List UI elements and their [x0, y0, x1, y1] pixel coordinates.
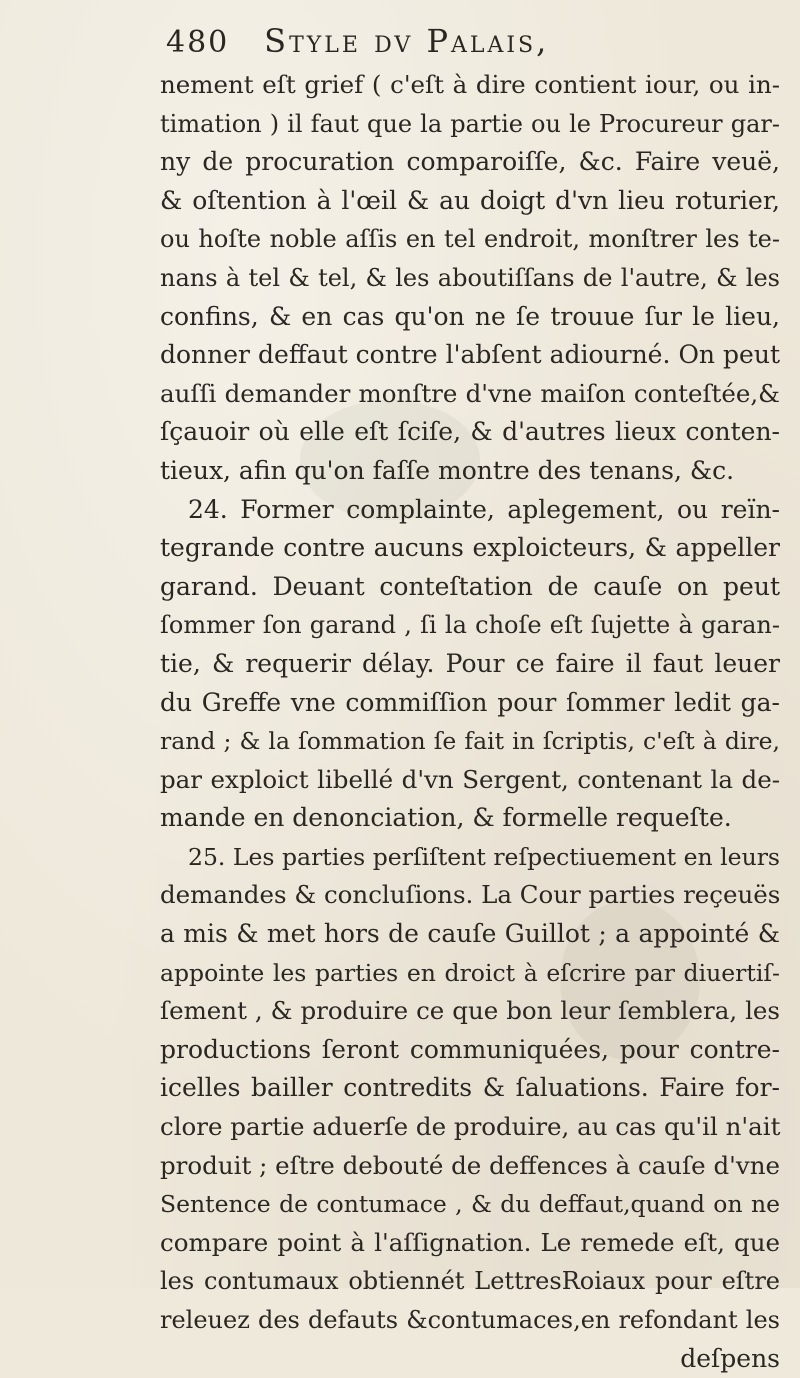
- text-line: Sentence de contumace , & du deffaut,quand on ne: [160, 1190, 780, 1219]
- text-line: donner deffaut contre l'abſent adiourné. On peut: [160, 340, 780, 370]
- text-line: clore partie aduerſe de produire, au cas qu'il n'ait: [160, 1112, 781, 1142]
- text-line: par exploict libellé d'vn Sergent, contenant la de-: [160, 764, 780, 794]
- text-line: productions ſeront communiquées, pour contre-: [160, 1034, 780, 1064]
- page-number: 480: [166, 25, 230, 60]
- text-line: a mis & met hors de cauſe Guillot ; a appointé &: [160, 919, 780, 949]
- text-line: ſommer ſon garand , ſi la choſe eſt ſujette à garan-: [160, 611, 780, 640]
- text-line: auſſi demander monſtre d'vne maiſon conteſtée,&: [160, 378, 780, 408]
- text-line: rand ; & la ſommation ſe fait in ſcriptis, c'eſt à dire,: [160, 727, 780, 756]
- text-line: ny de procuration comparoiſſe, &c. Faire veuë,: [160, 147, 780, 177]
- text-line: releuez des defauts &contumaces,en refondant les: [160, 1306, 780, 1334]
- text-line: tie, & requerir délay. Pour ce faire il faut leuer: [160, 648, 780, 678]
- text-line: tieux, afin qu'on faſſe montre des tenans, &c.: [160, 455, 735, 485]
- text-line: nement eſt grief ( c'eſt à dire contient iour, ou in-: [160, 70, 780, 99]
- text-line: produit ; eſtre debouté de deffences à cauſe d'vne: [160, 1150, 780, 1180]
- body-text: [160, 66, 780, 1378]
- text-line: ſçauoir où elle eſt ſciſe, & d'autres lieux conten-: [160, 417, 780, 447]
- text-line: garand. Deuant conteſtation de cauſe on peut: [160, 571, 780, 601]
- text-line: demandes & concluſions. La Cour parties reçeuës: [160, 880, 781, 910]
- catchword: deſpens: [680, 1343, 780, 1373]
- text-line: les contumaux obtiennét LettresRoiaux pour eſtre: [160, 1267, 780, 1296]
- text-line: nans à tel & tel, & les aboutiſſans de l'autre, & les: [160, 263, 780, 292]
- text-line: compare point à l'aſſignation. Le remede eſt, que: [160, 1227, 780, 1257]
- page-header: [166, 22, 706, 66]
- text-line: mande en denonciation, & formelle requeſte.: [160, 803, 732, 833]
- text-line: appointe les parties en droict à eſcrire par diuertiſ-: [160, 958, 780, 987]
- text-line: confins, & en cas qu'on ne ſe trouue ſur le lieu,: [160, 301, 780, 331]
- paragraph-24-start: 24. Former complainte, aplegement, ou reïn-: [188, 494, 780, 524]
- running-title: Style dv Palais,: [264, 22, 550, 60]
- text-line: du Greffe vne commiſſion pour ſommer ledit ga-: [160, 687, 780, 717]
- text-line: ſement , & produire ce que bon leur ſemblera, les: [160, 996, 780, 1026]
- text-line: icelles bailler contredits & ſaluations. Faire for-: [160, 1073, 780, 1103]
- text-line: ou hoſte noble aſſis en tel endroit, monſtrer les te-: [160, 225, 780, 254]
- text-line: timation ) il faut que la partie ou le Procureur gar-: [160, 109, 780, 138]
- text-line: tegrande contre aucuns exploicteurs, & appeller: [160, 533, 780, 563]
- paragraph-25-start: 25. Les parties perſiſtent reſpectiuement en leurs: [188, 842, 780, 871]
- text-line: & oſtention à l'œil & au doigt d'vn lieu roturier,: [160, 185, 780, 215]
